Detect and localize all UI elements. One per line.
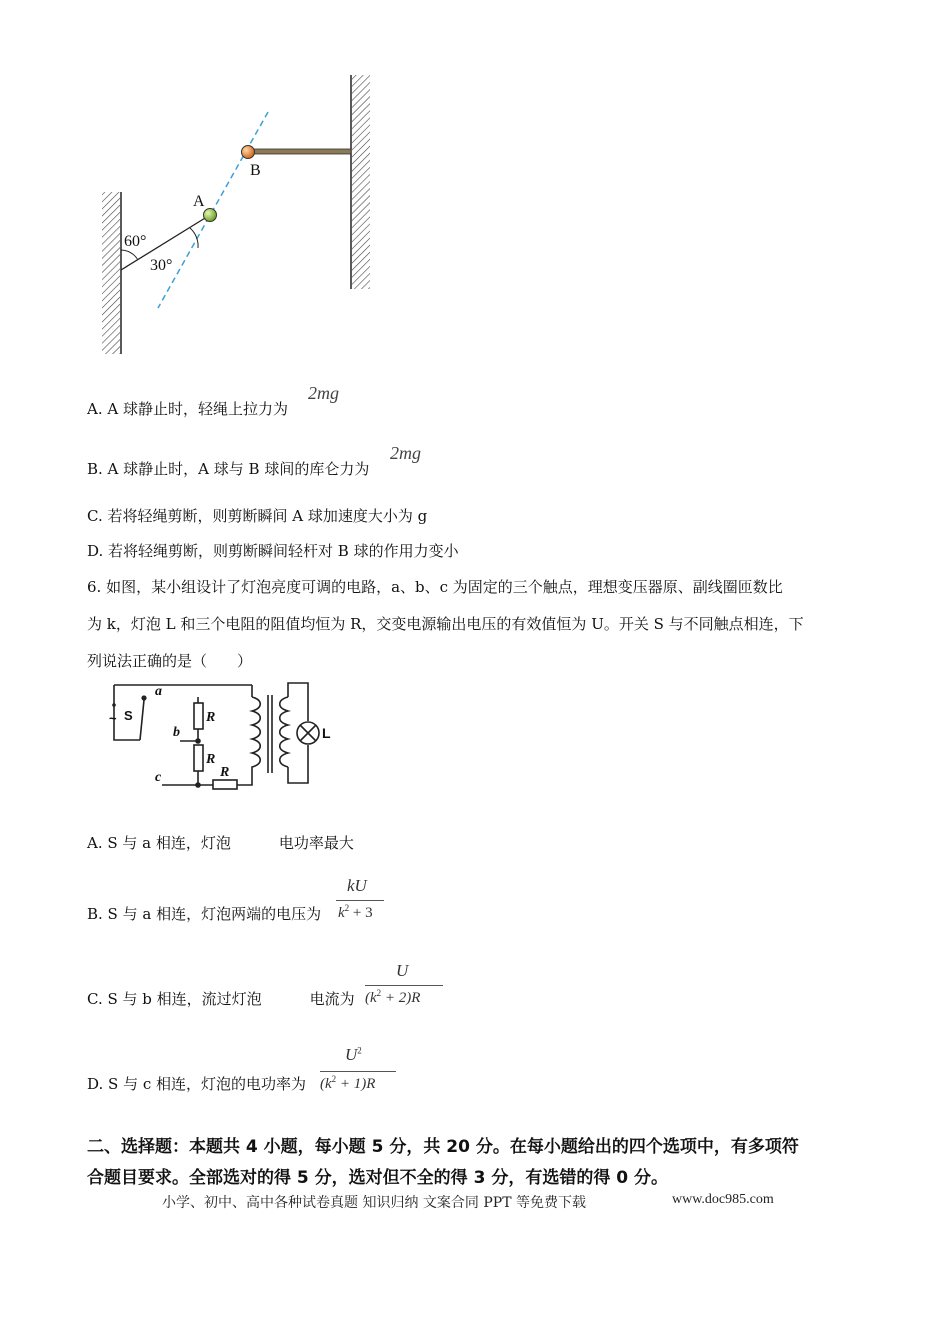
resistor-r2 [194, 745, 203, 771]
fraction-denominator: $k^2 + 3$ [338, 903, 373, 921]
fraction-denominator: $(k^2 + 2)R$ [365, 988, 421, 1006]
q6-option-a: A. S 与 a 相连，灯泡 电功率最大 [87, 834, 354, 852]
footer-url[interactable]: www.doc985.com [672, 1192, 774, 1207]
circuit-label-l: L [322, 725, 331, 741]
q5-option-a: A. A 球静止时，轻绳上拉力为 [87, 400, 288, 418]
q6-stem-line2: 为 k，灯泡 L 和三个电阻的阻值均恒为 R，交变电源输出电压的有效值恒为 U。开关 S 与不同触点相连，下 [87, 615, 804, 633]
q5-option-a-formula: 2mg [308, 383, 339, 403]
q6-stem-line3: 列说法正确的是（ ） [87, 652, 253, 670]
circuit-label-r3: R [220, 765, 230, 780]
section2-heading-line1: 二、选择题：本题共 4 小题，每小题 5 分，共 20 分。在每小题给出的四个选项中，有多项符 [87, 1137, 799, 1157]
left-wall [102, 192, 120, 354]
light-rod [249, 149, 351, 154]
q6-option-d: D. S 与 c 相连，灯泡的电功率为 [87, 1075, 307, 1093]
q6-option-b-fraction [336, 876, 386, 926]
footer-text: 小学、初中、高中各种试卷真题 知识归纳 文案合同 PPT 等免费下载 [162, 1195, 586, 1211]
q5-option-c: C. 若将轻绳剪断，则剪断瞬间 A 球加速度大小为 g [87, 507, 428, 525]
fraction-numerator: U [396, 961, 409, 980]
circuit-label-r1: R [206, 710, 216, 725]
label-angle-30: 30° [150, 257, 173, 274]
figure-circuit-diagram [100, 675, 345, 795]
q5-option-d: D. 若将轻绳剪断，则剪断瞬间轻杆对 B 球的作用力变小 [87, 542, 459, 560]
q6-option-c-fraction [365, 961, 445, 1013]
label-angle-60: 60° [124, 233, 147, 250]
angle-arc-60 [121, 250, 138, 260]
q6-option-c: C. S 与 b 相连，流过灯泡 电流为 [87, 990, 355, 1008]
q6-option-b: B. S 与 a 相连，灯泡两端的电压为 [87, 905, 322, 923]
fraction-denominator: $(k^2 + 1)R$ [320, 1074, 376, 1092]
circuit-label-a: a [155, 684, 162, 699]
circuit-label-r2: R [206, 752, 216, 767]
resistor-r3 [213, 780, 237, 789]
ball-a [204, 209, 217, 222]
q6-stem-line1: 6. 如图，某小组设计了灯泡亮度可调的电路，a、b、c 为固定的三个触点，理想变压器原、副线圈匝数比 [87, 578, 783, 596]
secondary-coil [280, 697, 288, 767]
fraction-numerator: $U^2$ [345, 1045, 362, 1064]
resistor-r1 [194, 703, 203, 729]
q5-option-b-formula: 2mg [390, 443, 421, 463]
right-wall [352, 75, 370, 289]
circuit-label-c: c [155, 770, 162, 785]
primary-coil [252, 697, 260, 770]
figure-balls-diagram [90, 65, 390, 365]
ball-b [242, 146, 255, 159]
q6-option-d-fraction [320, 1045, 400, 1099]
circuit-label-b: b [173, 725, 180, 740]
q5-option-b: B. A 球静止时，A 球与 B 球间的库仑力为 [87, 460, 370, 478]
section2-heading-line2: 合题目要求。全部选对的得 5 分，选对但不全的得 3 分，有选错的得 0 分。 [87, 1168, 668, 1188]
label-b: B [250, 162, 261, 179]
fraction-numerator: kU [347, 876, 367, 895]
circuit-label-ac: ~ [109, 711, 117, 726]
switch-s [140, 700, 144, 740]
label-a: A [193, 193, 205, 210]
circuit-label-s: S [124, 708, 133, 723]
